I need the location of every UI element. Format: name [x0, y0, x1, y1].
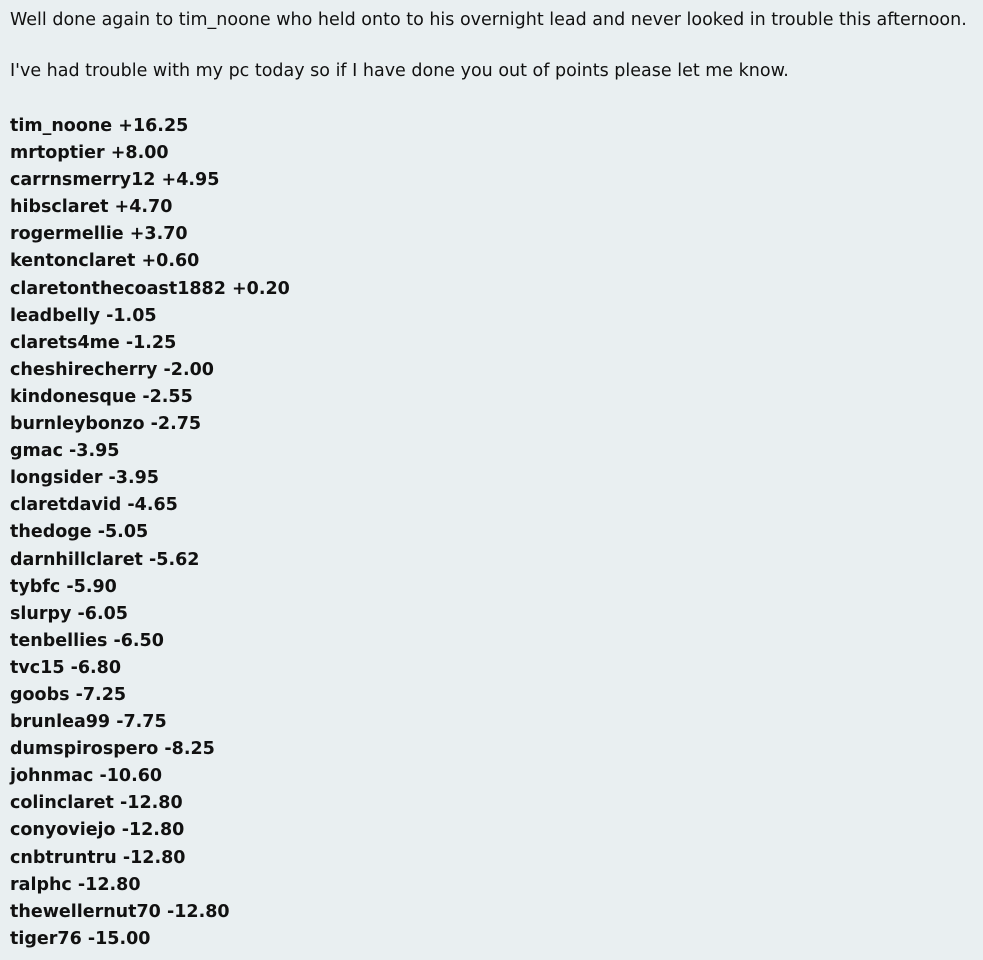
player-name: tenbellies: [10, 630, 108, 651]
player-score: -3.95: [69, 441, 120, 462]
player-score: -6.80: [70, 657, 122, 678]
list-item: [10, 899, 973, 926]
player-name: longsider: [10, 468, 103, 489]
intro-paragraph-2: I've had trouble with my pc today so if I have done you out of points please let me know.: [10, 60, 789, 81]
player-score: -7.75: [116, 712, 167, 733]
player-name: conyoviejo: [10, 820, 116, 841]
list-item: [10, 601, 973, 628]
list-item: [10, 303, 973, 330]
player-name: kindonesque: [10, 386, 137, 407]
list-item: [10, 763, 973, 790]
player-score: -6.50: [113, 630, 164, 651]
list-item: [10, 194, 973, 221]
list-item: [10, 519, 973, 546]
list-item: [10, 926, 973, 953]
player-score: -12.80: [77, 874, 141, 895]
player-name: colinclaret: [10, 793, 114, 814]
player-name: leadbelly: [10, 305, 101, 326]
scores-list: [10, 80, 973, 953]
player-name: carrnsmerry12: [10, 170, 156, 191]
player-name: cheshirecherry: [10, 359, 158, 380]
player-score: -7.25: [75, 684, 127, 705]
player-score: +16.25: [118, 116, 189, 136]
list-item: [10, 221, 973, 248]
list-item: [10, 682, 973, 709]
list-item: [10, 411, 973, 438]
player-score: +4.95: [161, 170, 220, 191]
player-name: claretdavid: [10, 495, 122, 516]
player-name: burnleybonzo: [10, 414, 145, 435]
player-score: -4.65: [127, 495, 178, 516]
player-score: -12.80: [121, 820, 185, 841]
player-score: -2.00: [163, 359, 214, 380]
player-score: +0.60: [141, 251, 200, 272]
player-score: -1.05: [106, 305, 157, 326]
player-score: -6.05: [77, 603, 128, 624]
player-score: +4.70: [114, 197, 173, 218]
player-name: cnbtruntru: [10, 847, 117, 868]
player-score: -12.80: [166, 901, 230, 922]
list-item: [10, 655, 973, 682]
player-score: -8.25: [164, 739, 215, 760]
list-item: [10, 709, 973, 736]
list-item: [10, 330, 973, 357]
player-name: ralphc: [10, 874, 72, 895]
player-score: -2.75: [150, 414, 202, 435]
list-item: [10, 438, 973, 465]
player-name: tim_noone: [10, 116, 113, 136]
list-item: [10, 140, 973, 167]
list-item: [10, 845, 973, 872]
list-item: [10, 872, 973, 899]
list-item: [10, 248, 973, 275]
player-name: mrtoptier: [10, 143, 105, 164]
list-item: [10, 384, 973, 411]
player-score: -5.62: [149, 549, 200, 570]
player-name: goobs: [10, 684, 70, 705]
player-score: -2.55: [142, 386, 193, 407]
player-name: clarets4me: [10, 332, 120, 353]
player-name: gmac: [10, 441, 63, 462]
player-name: tybfc: [10, 576, 61, 597]
player-score: +0.20: [232, 278, 290, 299]
list-item: [10, 628, 973, 655]
player-name: hibsclaret: [10, 197, 109, 218]
player-name: brunlea99: [10, 712, 111, 733]
player-name: tvc15: [10, 657, 65, 678]
player-score: -15.00: [87, 928, 151, 949]
list-item: [10, 113, 973, 140]
list-item: [10, 817, 973, 844]
player-score: -12.80: [120, 793, 183, 814]
player-name: dumspirospero: [10, 739, 159, 760]
player-score: -5.05: [97, 522, 149, 543]
player-name: johnmac: [10, 766, 94, 787]
list-item: [10, 736, 973, 763]
list-item: [10, 547, 973, 574]
player-name: tiger76: [10, 928, 82, 949]
player-name: claretonthecoast1882: [10, 278, 226, 299]
player-score: +3.70: [129, 224, 188, 245]
player-score: +8.00: [110, 143, 169, 164]
list-item: [10, 790, 973, 817]
list-item: [10, 357, 973, 384]
list-item: [10, 574, 973, 601]
player-name: thewellernut70: [10, 901, 161, 922]
player-name: thedoge: [10, 522, 92, 543]
player-name: slurpy: [10, 603, 72, 624]
list-item: [10, 167, 973, 194]
player-score: -3.95: [108, 468, 159, 489]
player-score: -12.80: [122, 847, 186, 868]
player-name: kentonclaret: [10, 251, 136, 272]
list-item: [10, 465, 973, 492]
player-score: -1.25: [125, 332, 177, 353]
player-name: rogermellie: [10, 224, 124, 245]
player-name: darnhillclaret: [10, 549, 143, 570]
player-score: -5.90: [66, 576, 117, 597]
list-item: [10, 492, 973, 519]
intro-paragraph-1: Well done again to tim_noone who held onto to his overnight lead and never looked in trouble this afternoon.: [10, 10, 967, 30]
list-item: [10, 276, 973, 303]
player-score: -10.60: [99, 766, 163, 787]
